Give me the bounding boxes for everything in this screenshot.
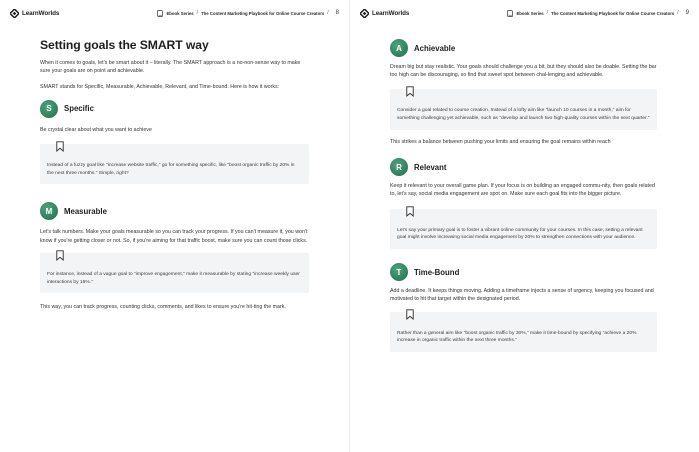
logo xyxy=(360,9,409,18)
bookmark-icon xyxy=(406,86,414,97)
breadcrumb-separator: / xyxy=(327,10,329,16)
left-content xyxy=(40,38,309,312)
intro-paragraph: When it comes to goals, let's be smart about it – literally. The SMART approach is a no-non-sense way to make sure your goals are on point and achievable. xyxy=(40,60,301,75)
section-measurable xyxy=(40,202,309,220)
logo xyxy=(10,9,59,18)
section-body: Dream big but stay realistic. Your goals should challenge you a bit, but they should also be doable. Setting the bar too high can be discouraging, so find that sweet spot between chal-lenging and achievable. xyxy=(390,64,657,79)
section-achievable xyxy=(390,39,657,57)
tip-text: Let's say your primary goal is to foster a vibrant online community for your courses. In this case, setting a relevant goal might involve increasing social media engagement by 20% to strengthen connections with your audience. xyxy=(397,227,643,241)
letter-badge: R xyxy=(390,158,408,176)
learnworlds-logo-icon xyxy=(360,9,369,18)
tip-box xyxy=(390,89,657,130)
breadcrumb-separator: / xyxy=(546,10,549,16)
bookmark-icon xyxy=(56,141,64,152)
section-title: Achievable xyxy=(414,43,456,53)
breadcrumb-separator: / xyxy=(196,10,199,16)
left-page xyxy=(0,0,349,452)
breadcrumb-title: The Content Marketing Playbook for Online Course Creators xyxy=(551,10,675,16)
page-header xyxy=(360,7,689,19)
breadcrumb-title: The Content Marketing Playbook for Online Course Creators xyxy=(201,10,325,16)
learnworlds-logo-icon xyxy=(10,9,19,18)
breadcrumb xyxy=(507,10,689,17)
section-body: Let's talk numbers. Make your goals measurable so you can track your progress. If you can't measure it, you won't know if you're getting closer or not. So, if you're aiming for that traffic boost, make sure you can count those clicks. xyxy=(40,229,308,244)
tip-box xyxy=(390,312,657,353)
section-timebound xyxy=(390,263,657,281)
section-followup: This strikes a balance between pushing your limits and ensuring the goal remains within reach xyxy=(390,139,611,145)
bookmark-icon xyxy=(406,206,414,217)
section-title: Measurable xyxy=(64,206,107,216)
breadcrumb-separator: / xyxy=(677,10,679,16)
tip-box xyxy=(390,209,657,250)
logo-text: LearnWorlds xyxy=(22,9,60,17)
book-icon xyxy=(507,10,513,17)
section-body: Be crystal clear about what you want to achieve xyxy=(40,126,152,133)
section-title: Relevant xyxy=(414,162,447,172)
section-followup: This way, you can track progress, counting clicks, comments, and likes to ensure you're hit-ting the mark. xyxy=(40,304,286,311)
page-header xyxy=(10,7,339,19)
tip-box xyxy=(40,253,309,294)
letter-badge: S xyxy=(40,100,58,118)
letter-badge: A xyxy=(390,39,408,57)
right-page xyxy=(350,0,699,452)
tip-text: Instead of a fuzzy goal like "increase website traffic," go for something specific, like "boost organic traffic by 20% in the next three months." Simple, right? xyxy=(47,162,295,176)
section-title: Time-Bound xyxy=(414,267,460,277)
letter-badge: T xyxy=(390,263,408,281)
breadcrumb xyxy=(157,10,339,17)
tip-text: For instance, instead of a vague goal to "improve engagement," make it measurable by stating "increase weekly user interactions by 15%." xyxy=(47,271,300,285)
section-body: Add a deadline. It keeps things moving. Adding a timeframe injects a sense of urgency, keeping you focused and motivated to hit that target within the designated period. xyxy=(390,288,654,303)
page-number: 9 xyxy=(685,10,689,16)
page-number: 8 xyxy=(335,10,339,16)
intro-paragraph-2: SMART stands for Specific, Measurable, Achievable, Relevant, and Time-bound. Here is how it works: xyxy=(40,84,280,91)
tip-box xyxy=(40,144,309,185)
page-title: Setting goals the SMART way xyxy=(40,38,209,52)
bookmark-icon xyxy=(56,250,64,261)
breadcrumb-series: Ebook Series xyxy=(516,10,544,16)
section-body: Keep it relevant to your overall game plan. If your focus is on building an engaged commu-nity, then goals related to, let's say, social media engagement are spot on. Make sure each goal fits into the bigger picture. xyxy=(390,183,655,198)
section-relevant xyxy=(390,158,657,176)
breadcrumb-series: Ebook Series xyxy=(166,10,194,16)
letter-badge: M xyxy=(40,202,58,220)
tip-text: Rather than a general aim like "boost organic traffic by 30%," make it time-bound by specifying "achieve a 20% increase in organic traffic within the next three months." xyxy=(397,330,637,344)
bookmark-icon xyxy=(406,309,414,320)
right-content xyxy=(390,39,657,352)
section-specific xyxy=(40,100,309,118)
book-icon xyxy=(157,10,163,17)
logo-text: LearnWorlds xyxy=(372,9,410,17)
section-title: Specific xyxy=(64,104,94,114)
tip-text: Consider a goal related to course creation. Instead of a lofty aim like "launch 10 courses in a month," aim for something challenging yet achievable, such as "develop and launch two high-quality courses within the next quarter." xyxy=(397,108,650,122)
